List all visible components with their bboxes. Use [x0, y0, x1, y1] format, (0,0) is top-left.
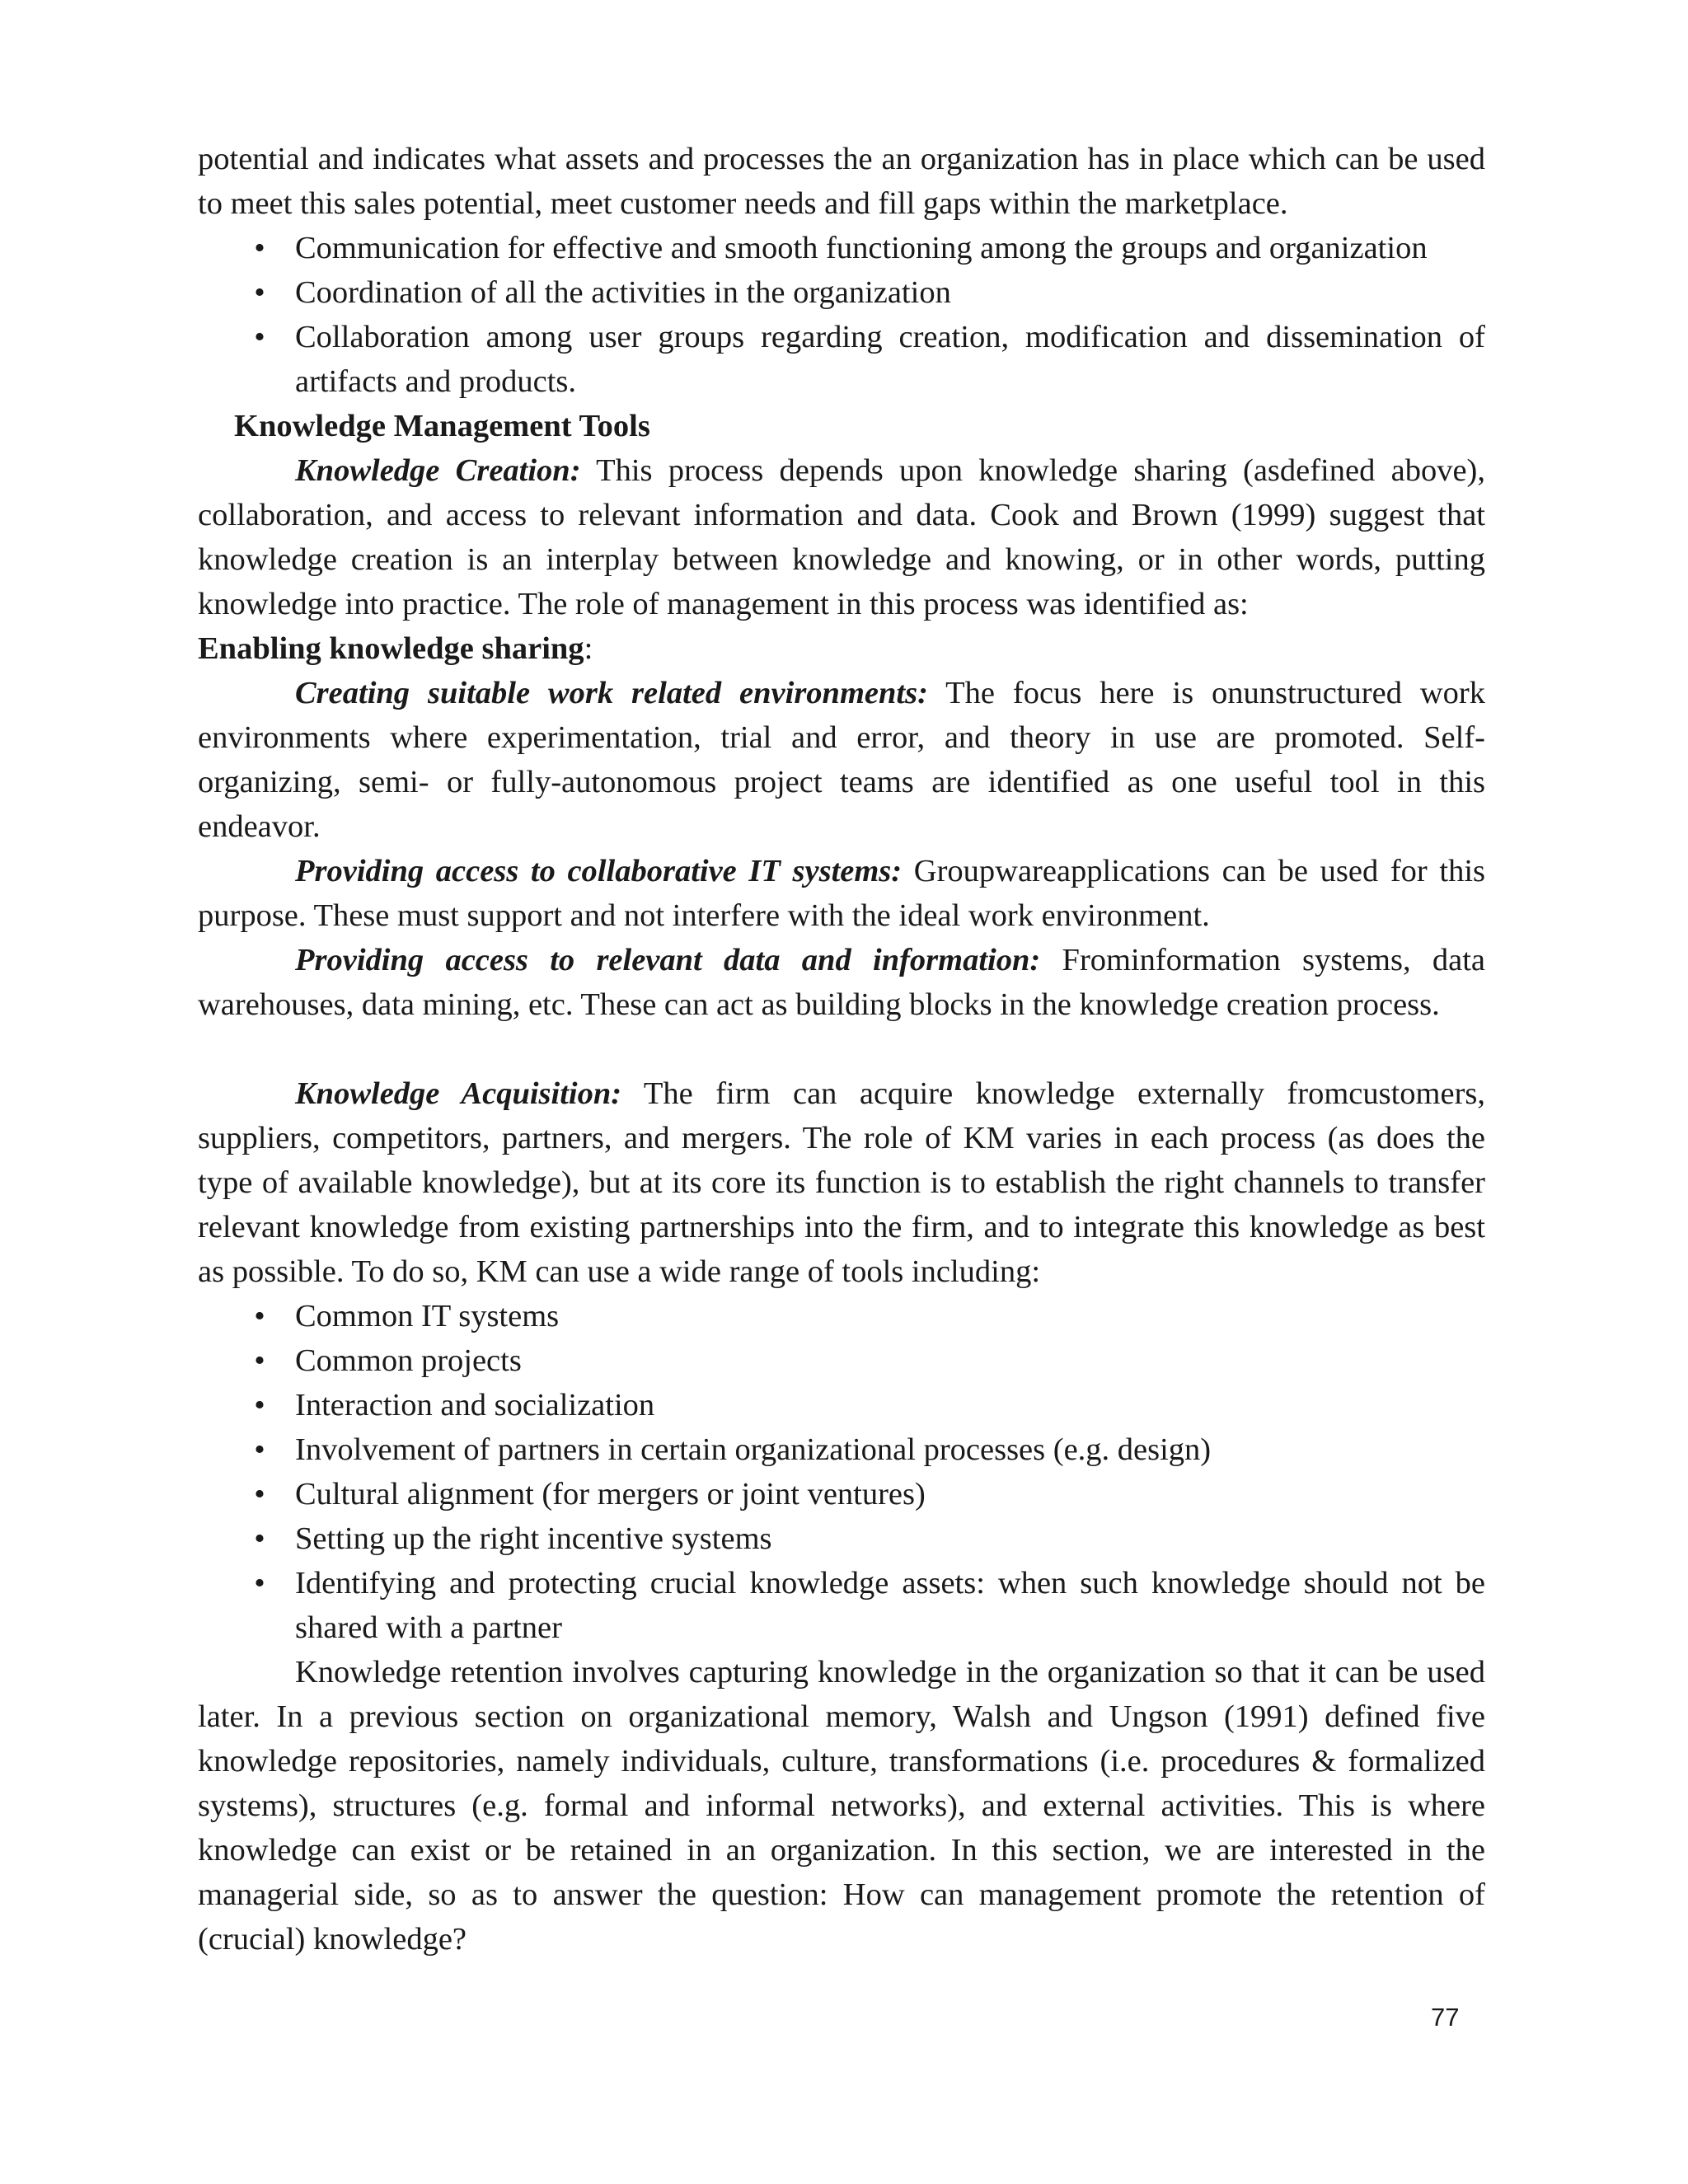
relevant-data-lead: Providing access to relevant data and information: [295, 943, 1041, 977]
list-item [198, 1294, 1485, 1338]
list-item-text: Coordination of all the activities in the organization [295, 275, 951, 310]
relevant-data-text: Frominformation systems, data warehouses, data mining, etc. These can act as building blocks in the knowledge creation process. [198, 943, 1486, 1022]
list-item-text: Involvement of partners in certain organizational processes (e.g. design) [295, 1432, 1212, 1467]
knowledge-acquisition-paragraph [198, 1071, 1485, 1294]
list-item [198, 1516, 1485, 1561]
list-item-text: Setting up the right incentive systems [295, 1521, 772, 1556]
list-item-text: Interaction and socialization [295, 1388, 655, 1422]
list-item-text: Common projects [295, 1343, 522, 1378]
list-item-text: Identifying and protecting crucial knowledge assets: when such knowledge should not be shared with a partner [295, 1566, 1485, 1645]
enabling-heading [198, 626, 1485, 671]
bullet-icon: • [254, 320, 265, 354]
bullet-icon: • [254, 1521, 265, 1556]
section-heading: Knowledge Management Tools [234, 409, 650, 443]
enabling-heading-bold: Enabling knowledge sharing [198, 631, 584, 666]
list-item [198, 1472, 1485, 1516]
list-item-text: Cultural alignment (for mergers or joint ventures) [295, 1477, 926, 1511]
list-item [198, 315, 1485, 404]
list-item [198, 1338, 1485, 1383]
communication-bullet-list [198, 226, 1485, 404]
list-item [198, 270, 1485, 315]
list-item [198, 1561, 1485, 1650]
list-item-text: Collaboration among user groups regarding creation, modification and dissemination of artifacts and products. [295, 320, 1485, 399]
collab-it-text: Groupwareapplications can be used for this purpose. These must support and not interfere with the ideal work environment. [198, 854, 1485, 933]
page-number: 77 [1431, 2003, 1460, 2032]
knowledge-creation-paragraph [198, 448, 1485, 626]
relevant-data-paragraph [198, 938, 1485, 1027]
document-page [198, 137, 1485, 1961]
collab-it-lead: Providing access to collaborative IT systems: [295, 854, 903, 888]
list-item [198, 1383, 1485, 1427]
creating-environments-lead: Creating suitable work related environments: [295, 676, 928, 710]
bullet-icon: • [254, 1343, 265, 1378]
knowledge-acquisition-lead: Knowledge Acquisition: [295, 1076, 622, 1111]
bullet-icon: • [254, 275, 265, 310]
bullet-icon: • [254, 1299, 265, 1333]
knowledge-acquisition-text: The firm can acquire knowledge externally fromcustomers, suppliers, competitors, partners, and mergers. The role of KM varies in each process (as does the type of available knowledge), but at its core its function is to establish the right channels to transfer relevant knowledge from existing partnerships into the firm, and to integrate this knowledge as best as possible. To do so, KM can use a wide range of tools including: [198, 1076, 1485, 1289]
bullet-icon: • [254, 1388, 265, 1422]
km-tools-bullet-list [198, 1294, 1485, 1650]
knowledge-retention-paragraph: Knowledge retention involves capturing knowledge in the organization so that it can be used later. In a previous section on organizational memory, Walsh and Ungson (1991) defined five knowledge repositories, namely individuals, culture, transformations (i.e. procedures & formalized systems), structures (e.g. formal and informal networks), and external activities. This is where knowledge can exist or be retained in an organization. In this section, we are interested in the managerial side, so as to answer the question: How can management promote the retention of (crucial) knowledge? [198, 1655, 1485, 1957]
bullet-icon: • [254, 1477, 265, 1511]
list-item [198, 1427, 1485, 1472]
collab-it-paragraph [198, 849, 1485, 938]
creating-environments-paragraph [198, 671, 1485, 849]
intro-paragraph: potential and indicates what assets and processes the an organization has in place which can be used to meet this sales potential, meet customer needs and fill gaps within the marketplace. [198, 142, 1485, 221]
enabling-heading-suffix: : [584, 631, 593, 666]
knowledge-creation-lead: Knowledge Creation: [295, 453, 581, 488]
knowledge-creation-text: This process depends upon knowledge sharing (asdefined above), collaboration, and access to relevant information and data. Cook and Brown (1999) suggest that knowledge creation is an interplay between knowledge and knowing, or in other words, putting knowledge into practice. The role of management in this process was identified as: [198, 453, 1485, 621]
paragraph-spacer [198, 1027, 1485, 1071]
creating-environments-text: The focus here is onunstructured work environments where experimentation, trial and error, and theory in use are promoted. Self-organizing, semi- or fully-autonomous project teams are identified as one useful tool in this endeavor. [198, 676, 1486, 844]
bullet-icon: • [254, 1566, 265, 1601]
list-item [198, 226, 1485, 270]
list-item-text: Common IT systems [295, 1299, 560, 1333]
bullet-icon: • [254, 1432, 265, 1467]
bullet-icon: • [254, 231, 265, 265]
list-item-text: Communication for effective and smooth functioning among the groups and organization [295, 231, 1428, 265]
